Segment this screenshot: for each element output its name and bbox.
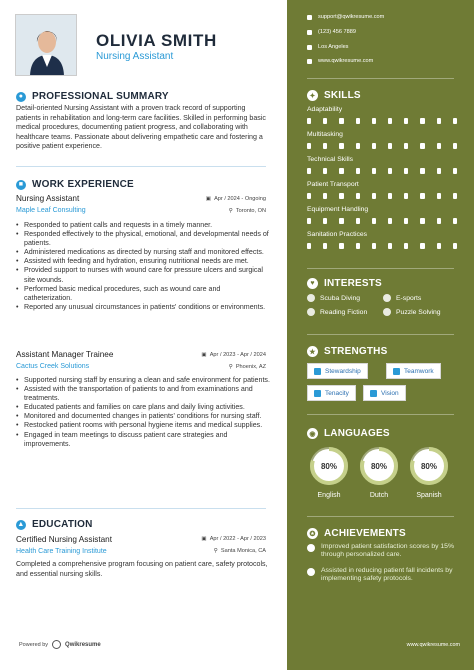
- achievement-item: Assisted in reducing patient fall incidents by implementing safety protocols.: [307, 567, 457, 584]
- skill-dot: [339, 243, 343, 249]
- job-dates: ▣ Apr / 2024 - Ongoing: [205, 196, 266, 202]
- language-name: English: [317, 492, 341, 499]
- job-location: ⚲ Phoenix, AZ: [228, 364, 266, 370]
- skill-dot: [372, 218, 376, 224]
- skill-dot: [388, 243, 392, 249]
- briefcase-icon: ■: [16, 180, 26, 190]
- skill-dot: [307, 218, 311, 224]
- skill-dot: [420, 218, 424, 224]
- skill-dot: [323, 168, 327, 174]
- eye-icon: [370, 390, 377, 397]
- candidate-name: OLIVIA SMITH: [96, 31, 217, 50]
- skill-dot: [307, 243, 311, 249]
- skill-name: Technical Skills: [307, 156, 354, 163]
- job-company: Maple Leaf Consulting: [16, 207, 86, 214]
- summary-heading: [16, 91, 169, 102]
- check-icon: [307, 568, 315, 576]
- skill-dot: [323, 143, 327, 149]
- education-degree: Certified Nursing Assistant: [16, 535, 113, 544]
- skill-row: [307, 181, 457, 199]
- language-item: [359, 446, 399, 499]
- skill-dot: [437, 243, 441, 249]
- summary-title: PROFESSIONAL SUMMARY: [32, 91, 169, 102]
- skill-dot: [339, 168, 343, 174]
- language-ring: [409, 446, 449, 486]
- skill-level: [307, 193, 457, 199]
- achievements-heading: ✪ ACHIEVEMENTS: [307, 528, 406, 539]
- list-item: • Assisted with feeding and hydration, ensuring nutritional needs are met.: [16, 257, 270, 266]
- skill-dot: [372, 243, 376, 249]
- strengths-heading: ★ STRENGTHS: [307, 346, 387, 357]
- skill-dot: [307, 193, 311, 199]
- skill-dot: [356, 143, 360, 149]
- skill-dot: [356, 243, 360, 249]
- list-item: • Restocked patient rooms with personal hygiene items and medical supplies.: [16, 421, 270, 430]
- strength-chip: Stewardship: [307, 363, 368, 379]
- list-item: • Administered medications as directed by nursing staff and monitored effects.: [16, 248, 270, 257]
- list-item: • Responded to patient calls and requests in a timely manner.: [16, 221, 270, 230]
- skill-dot: [437, 118, 441, 124]
- calendar-icon: ▣: [205, 196, 212, 202]
- footer-powered: Powered by Qwikresume: [19, 641, 101, 648]
- skill-level: [307, 243, 457, 249]
- education-dates: ▣ Apr / 2022 - Apr / 2023: [201, 536, 266, 542]
- skill-row: [307, 156, 457, 174]
- divider: [307, 334, 454, 335]
- divider: [307, 268, 454, 269]
- location-pin-icon: ⚲: [228, 208, 233, 214]
- trophy-icon: ✪: [307, 528, 318, 539]
- experience-heading: [16, 179, 134, 190]
- contact-email[interactable]: support@qwikresume.com: [307, 14, 384, 20]
- skill-level: [307, 168, 457, 174]
- footer-website[interactable]: www.qwikresume.com: [406, 642, 460, 648]
- heart-icon: ♥: [307, 278, 318, 289]
- skill-dot: [356, 193, 360, 199]
- language-name: Dutch: [369, 492, 389, 499]
- skill-dot: [372, 193, 376, 199]
- skill-dot: [437, 143, 441, 149]
- language-name: Spanish: [416, 492, 442, 499]
- education-text: Completed a comprehensive program focusing on patient care, safety protocols, and essential nursing skills.: [16, 560, 268, 578]
- skill-dot: [323, 118, 327, 124]
- location-pin-icon: ⚲: [228, 364, 233, 370]
- skill-dot: [356, 218, 360, 224]
- skill-name: Sanitation Practices: [307, 231, 368, 238]
- interest-item: Reading Fiction: [307, 308, 367, 316]
- phone-icon: [307, 30, 312, 35]
- divider: [307, 414, 454, 415]
- language-item: [409, 446, 449, 499]
- skill-level: [307, 143, 457, 149]
- experience-title: WORK EXPERIENCE: [32, 179, 134, 190]
- list-item: • Monitored and documented changes in patients' conditions for nursing staff.: [16, 412, 270, 421]
- language-percent: 80%: [370, 462, 388, 471]
- skill-dot: [453, 193, 457, 199]
- job-title: Nursing Assistant: [16, 194, 80, 203]
- job-location: ⚲ Toronto, ON: [228, 208, 266, 214]
- team-icon: [393, 368, 400, 375]
- language-percent: 80%: [320, 462, 338, 471]
- skill-dot: [372, 168, 376, 174]
- list-item: • Engaged in team meetings to discuss patient care strategies and improvements.: [16, 431, 270, 449]
- list-item: • Performed basic medical procedures, such as wound care and catheterization.: [16, 285, 270, 303]
- star-icon: ★: [307, 346, 318, 357]
- skill-dot: [453, 168, 457, 174]
- divider: [16, 508, 266, 509]
- skill-name: Multitasking: [307, 131, 343, 138]
- skill-dot: [420, 143, 424, 149]
- skill-row: [307, 131, 457, 149]
- list-item: • Responded effectively to the physical, emotional, and developmental needs of patients.: [16, 230, 270, 248]
- skill-dot: [307, 118, 311, 124]
- contact-phone[interactable]: (123) 456 7889: [307, 29, 356, 35]
- profile-photo: [15, 14, 77, 76]
- diving-icon: [307, 294, 315, 302]
- education-heading: [16, 519, 93, 530]
- globe-icon: [307, 59, 312, 64]
- skills-heading: ✦ SKILLS: [307, 90, 361, 101]
- language-item: [309, 446, 349, 499]
- calendar-icon: ▣: [201, 352, 207, 358]
- skill-dot: [388, 168, 392, 174]
- interests-heading: ♥ INTERESTS: [307, 278, 382, 289]
- divider: [16, 166, 266, 167]
- interest-item: Puzzle Solving: [383, 308, 441, 316]
- skill-dot: [404, 143, 408, 149]
- job-dates: ▣ Apr / 2023 - Apr / 2024: [201, 352, 266, 358]
- location-pin-icon: [307, 45, 312, 50]
- skill-row: [307, 231, 457, 249]
- skill-dot: [307, 168, 311, 174]
- skill-dot: [420, 243, 424, 249]
- skill-dot: [339, 218, 343, 224]
- strength-chip: Tenacity: [307, 385, 356, 401]
- skill-dot: [372, 118, 376, 124]
- skill-name: Adaptability: [307, 106, 343, 113]
- skill-dot: [420, 168, 424, 174]
- skill-dot: [437, 193, 441, 199]
- tenacity-icon: [314, 390, 321, 397]
- job-company: Cactus Creek Solutions: [16, 363, 90, 370]
- book-icon: [307, 308, 315, 316]
- skill-level: [307, 118, 457, 124]
- skill-dot: [453, 143, 457, 149]
- skill-row: [307, 106, 457, 124]
- skill-dot: [323, 243, 327, 249]
- education-title: EDUCATION: [32, 519, 93, 530]
- skill-dot: [404, 218, 408, 224]
- calendar-icon: ▣: [201, 536, 207, 542]
- skill-dot: [404, 243, 408, 249]
- job-bullets: [16, 221, 270, 312]
- education-school: Health Care Training Institute: [16, 548, 107, 555]
- language-percent: 80%: [420, 462, 438, 471]
- footer-brand: Qwikresume: [65, 641, 101, 648]
- skill-dot: [388, 193, 392, 199]
- skill-dot: [372, 143, 376, 149]
- skill-dot: [339, 118, 343, 124]
- graduation-cap-icon: ▲: [17, 521, 25, 528]
- list-item: • Provided support to nurses with wound care for pressure ulcers and surgical site wounds.: [16, 266, 270, 284]
- candidate-role: Nursing Assistant: [96, 51, 174, 62]
- skill-dot: [323, 193, 327, 199]
- skill-dot: [453, 243, 457, 249]
- skill-dot: [404, 168, 408, 174]
- divider: [307, 516, 454, 517]
- lightbulb-icon: ✦: [307, 90, 318, 101]
- interest-item: Scuba Diving: [307, 294, 360, 302]
- skill-dot: [437, 168, 441, 174]
- skill-dot: [404, 118, 408, 124]
- list-item: • Reported any unusual circumstances in patients' conditions or environments.: [16, 303, 270, 312]
- skill-name: Patient Transport: [307, 181, 359, 188]
- interest-item: E-sports: [383, 294, 421, 302]
- globe-icon: ◉: [307, 428, 318, 439]
- skill-dot: [420, 193, 424, 199]
- skill-name: Equipment Handling: [307, 206, 369, 213]
- list-item: • Educated patients and families on care plans and daily living activities.: [16, 403, 270, 412]
- summary-text: Detail-oriented Nursing Assistant with a proven track record of supporting patients in rehabilitation and long-term care facilities. Skilled in performing basic medical procedures, documenting patient progress, and collaborating with healthcare teams. Passionate about delivering empathetic care and fostering a positive patient experience.: [16, 104, 266, 150]
- strength-chip: Vision: [363, 385, 406, 401]
- skill-dot: [339, 143, 343, 149]
- achievement-item: Improved patient satisfaction scores by 15% through personalized care.: [307, 543, 457, 560]
- skill-dot: [323, 218, 327, 224]
- skill-dot: [437, 218, 441, 224]
- puzzle-icon: [383, 308, 391, 316]
- skill-dot: [453, 218, 457, 224]
- contact-website[interactable]: www.qwikresume.com: [307, 58, 373, 64]
- skill-level: [307, 218, 457, 224]
- check-icon: [307, 544, 315, 552]
- stewardship-icon: [314, 368, 321, 375]
- skill-dot: [404, 193, 408, 199]
- qwikresume-logo-icon: [52, 640, 61, 649]
- skill-dot: [356, 118, 360, 124]
- list-item: • Assisted with the transportation of patients to and from examinations and treatments.: [16, 385, 270, 403]
- skill-dot: [388, 143, 392, 149]
- skill-row: [307, 206, 457, 224]
- skill-dot: [339, 193, 343, 199]
- sidebar: [287, 0, 474, 670]
- language-ring: [309, 446, 349, 486]
- gamepad-icon: [383, 294, 391, 302]
- profile-portrait-icon: [16, 15, 77, 76]
- languages-heading: ◉ LANGUAGES: [307, 428, 390, 439]
- skill-dot: [356, 168, 360, 174]
- skill-dot: [453, 118, 457, 124]
- education-location: ⚲ Santa Monica, CA: [213, 548, 266, 554]
- skill-dot: [307, 143, 311, 149]
- contact-location: Los Angeles: [307, 44, 348, 50]
- location-pin-icon: ⚲: [213, 548, 218, 554]
- list-item: • Supported nursing staff by ensuring a clean and safe environment for patients.: [16, 376, 270, 385]
- language-ring: [359, 446, 399, 486]
- divider: [307, 78, 454, 79]
- skill-dot: [388, 118, 392, 124]
- email-icon: [307, 15, 312, 20]
- strength-chip: Teamwork: [386, 363, 441, 379]
- skill-dot: [420, 118, 424, 124]
- job-title: Assistant Manager Trainee: [16, 350, 114, 359]
- skill-dot: [388, 218, 392, 224]
- job-bullets: [16, 376, 270, 449]
- person-icon: ●: [16, 92, 26, 102]
